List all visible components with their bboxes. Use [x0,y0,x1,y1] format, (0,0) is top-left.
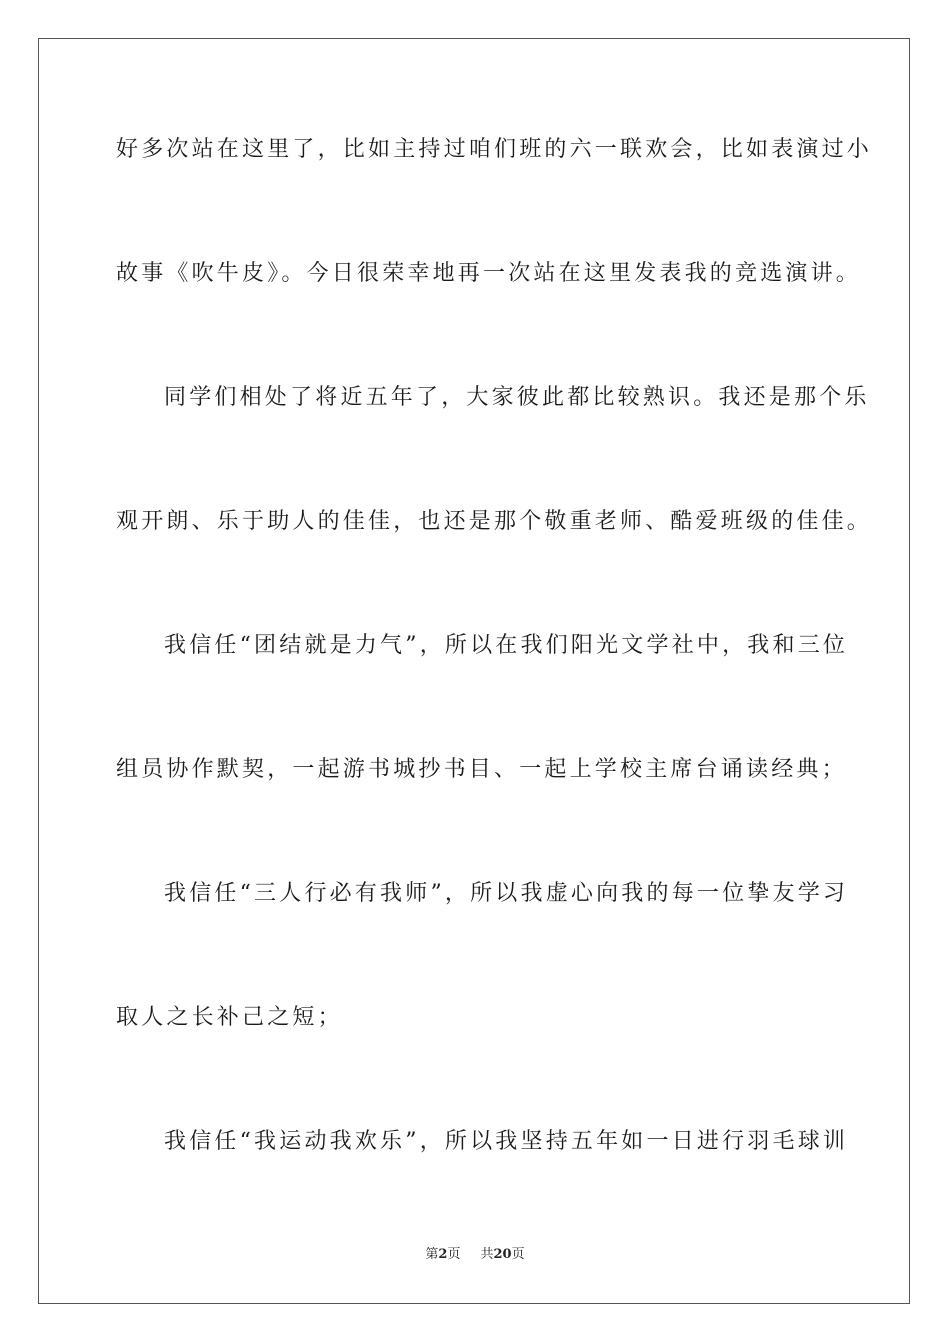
page-number: 2 [438,1247,448,1262]
paragraph-line-6: 组员协作默契，一起游书城抄书目、一起上学校主席台诵读经典； [116,757,847,782]
paragraph-line-3: 同学们相处了将近五年了，大家彼此都比较熟识。我还是那个乐 [164,385,870,410]
total-label-prefix: 共 [480,1247,494,1262]
paragraph-line-7: 我信任“三人行必有我师”，所以我虚心向我的每一位挚友学习 [164,881,849,906]
paragraph-line-5: 我信任“团结就是力气”，所以在我们阳光文学社中，我和三位 [164,633,849,658]
page-border [38,38,910,1304]
paragraph-line-2: 故事《吹牛皮》。今日很荣幸地再一次站在这里发表我的竞选演讲。 [116,261,862,286]
page-label-prefix: 第 [425,1247,439,1262]
total-label-suffix: 页 [511,1247,525,1262]
paragraph-line-8: 取人之长补己之短； [116,1005,343,1030]
paragraph-line-4: 观开朗、乐于助人的佳佳，也还是那个敬重老师、酷爱班级的佳佳。 [116,509,873,534]
total-pages: 20 [493,1247,512,1262]
paragraph-line-9: 我信任“我运动我欢乐”，所以我坚持五年如一日进行羽毛球训 [164,1129,849,1154]
paragraph-line-1: 好多次站在这里了，比如主持过咱们班的六一联欢会，比如表演过小 [116,137,873,162]
page-label-suffix: 页 [447,1247,461,1262]
page-footer [0,1246,950,1264]
